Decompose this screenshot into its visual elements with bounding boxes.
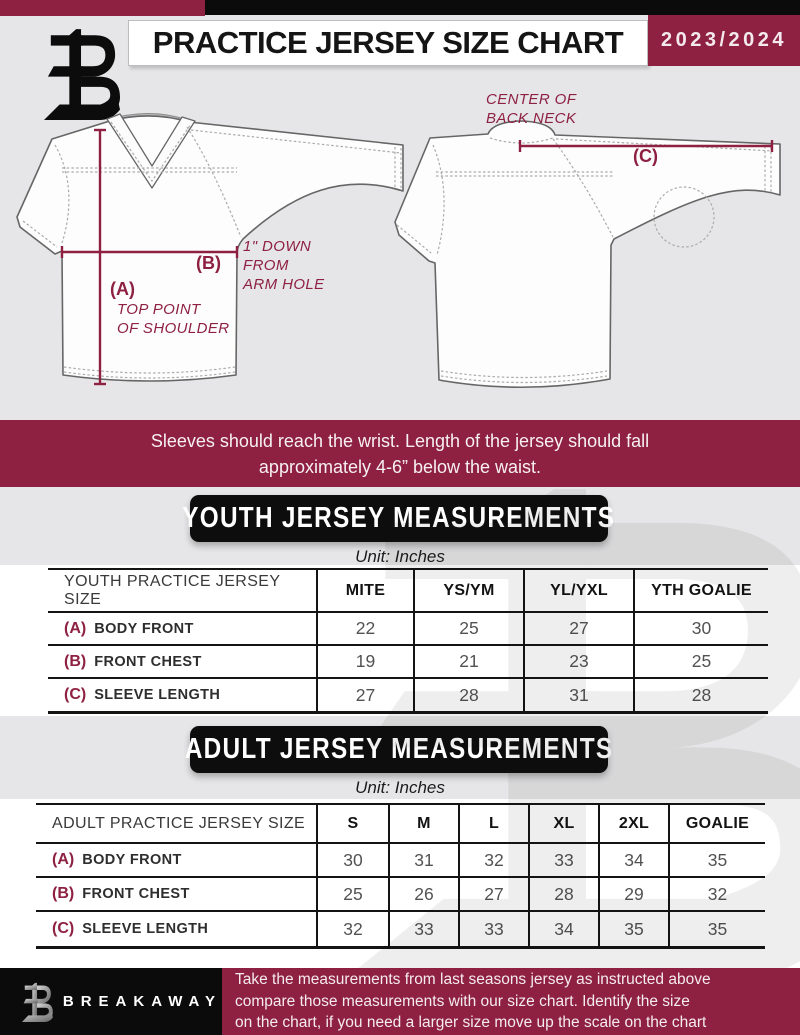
measure-name: BODY FRONT [82, 852, 182, 868]
table-cell: 25 [633, 644, 768, 677]
youth-col-ysym: YS/YM [413, 570, 523, 611]
table-cell: 33 [458, 910, 528, 946]
table-cell: 27 [458, 876, 528, 910]
youth-col-goalie: YTH GOALIE [633, 570, 768, 611]
measure-letter: (B) [52, 885, 75, 902]
adult-unit-label: Unit: Inches [355, 778, 445, 797]
measure-letter: (A) [64, 619, 87, 637]
page-title-box [128, 20, 648, 66]
measure-a-desc [117, 300, 229, 338]
table-cell: 25 [316, 876, 388, 910]
top-strip-maroon [0, 0, 205, 16]
youth-size-table [48, 568, 768, 714]
table-cell: 33 [528, 842, 598, 876]
adult-section-title: ADULT JERSEY MEASUREMENTS [184, 733, 614, 765]
table-cell: 23 [523, 644, 633, 677]
fit-notice-line2: approximately 4-6” below the waist. [258, 456, 542, 477]
footer-instruction-line: on the chart, if you need a larger size move up the scale on the chart [235, 1014, 707, 1032]
measure-c-desc-line: BACK NECK [486, 110, 577, 127]
adult-table-header-label: ADULT PRACTICE JERSEY SIZE [52, 814, 306, 832]
brand-name: BREAKAWAY [62, 993, 222, 1010]
youth-unit-label: Unit: Inches [355, 547, 445, 566]
fit-notice-line1: Sleeves should reach the wrist. Length of the jersey should fall [150, 430, 650, 451]
measure-letter: (C) [52, 920, 75, 937]
page-title: PRACTICE JERSEY SIZE CHART [152, 25, 624, 60]
adult-col-s: S [316, 805, 388, 842]
table-cell: 19 [316, 644, 413, 677]
measure-name: SLEEVE LENGTH [94, 687, 221, 703]
measure-letter: (B) [64, 652, 87, 670]
table-cell: 35 [668, 842, 765, 876]
youth-row-sleeve-length-label [48, 677, 316, 711]
footer-instruction-line: Take the measurements from last seasons jersey as instructed above [235, 971, 711, 989]
footer-instruction-line: compare those measurements with our size chart. Identify the size [235, 992, 690, 1010]
table-cell: 21 [413, 644, 523, 677]
table-cell: 32 [458, 842, 528, 876]
youth-col-mite: MITE [316, 570, 413, 611]
measure-letter: (C) [64, 686, 87, 703]
table-cell: 30 [633, 611, 768, 644]
adult-row-body-front-label [36, 842, 316, 876]
table-cell: 28 [413, 677, 523, 711]
table-cell: 30 [316, 842, 388, 876]
table-cell: 34 [528, 910, 598, 946]
table-cell: 35 [668, 910, 765, 946]
youth-row-body-front-label [48, 611, 316, 644]
adult-col-2xl: 2XL [598, 805, 668, 842]
measure-b-desc-line: ARM HOLE [243, 276, 325, 293]
measure-c-label: (C) [633, 146, 658, 166]
adult-row-sleeve-length-label [36, 910, 316, 946]
measure-name: FRONT CHEST [94, 653, 202, 670]
table-cell: 34 [598, 842, 668, 876]
table-cell: 27 [316, 677, 413, 711]
table-cell: 32 [668, 876, 765, 910]
measure-name: SLEEVE LENGTH [82, 921, 209, 937]
youth-section-title-box [182, 495, 616, 542]
table-cell: 31 [523, 677, 633, 711]
table-cell: 28 [633, 677, 768, 711]
measure-c-desc [486, 90, 576, 128]
table-cell: 28 [528, 876, 598, 910]
measure-a-label: (A) [110, 279, 135, 299]
breakaway-b-logo-footer [22, 982, 53, 1022]
adult-col-goalie: GOALIE [668, 805, 765, 842]
measure-c-desc-line: CENTER OF [486, 91, 577, 108]
season-badge [648, 15, 800, 66]
front-jersey-diagram [15, 103, 415, 398]
table-cell: 33 [388, 910, 458, 946]
footer-instructions-box [222, 968, 800, 1035]
season-label: 2023/2024 [660, 29, 788, 51]
youth-section-title: YOUTH JERSEY MEASUREMENTS [182, 502, 616, 534]
adult-col-m: M [388, 805, 458, 842]
measure-b-desc-line: 1" DOWN [243, 238, 312, 255]
table-cell: 25 [413, 611, 523, 644]
table-cell: 32 [316, 910, 388, 946]
adult-row-front-chest-label [36, 876, 316, 910]
youth-table-header-label: YOUTH PRACTICE JERSEY SIZE [64, 572, 281, 608]
fit-notice-banner [0, 420, 800, 487]
youth-row-front-chest-label [48, 644, 316, 677]
table-cell: 27 [523, 611, 633, 644]
adult-col-l: L [458, 805, 528, 842]
back-jersey-diagram [393, 103, 800, 403]
measure-a-desc-line: OF SHOULDER [117, 320, 230, 337]
measure-b-label: (B) [196, 253, 221, 273]
adult-size-table [36, 803, 765, 949]
measure-b-desc-line: FROM [243, 257, 289, 274]
youth-col-ylyxl: YL/YXL [523, 570, 633, 611]
measure-letter: (A) [52, 851, 75, 868]
table-cell: 26 [388, 876, 458, 910]
adult-col-xl: XL [528, 805, 598, 842]
measure-name: FRONT CHEST [82, 886, 190, 902]
table-cell: 22 [316, 611, 413, 644]
adult-section-title-box [184, 726, 614, 773]
table-cell: 35 [598, 910, 668, 946]
table-cell: 31 [388, 842, 458, 876]
measure-name: BODY FRONT [94, 620, 194, 637]
top-strip-black [205, 0, 800, 15]
footer-brand-box [0, 968, 222, 1035]
measure-a-desc-line: TOP POINT [117, 301, 201, 318]
table-cell: 29 [598, 876, 668, 910]
measure-b-desc [243, 237, 325, 294]
